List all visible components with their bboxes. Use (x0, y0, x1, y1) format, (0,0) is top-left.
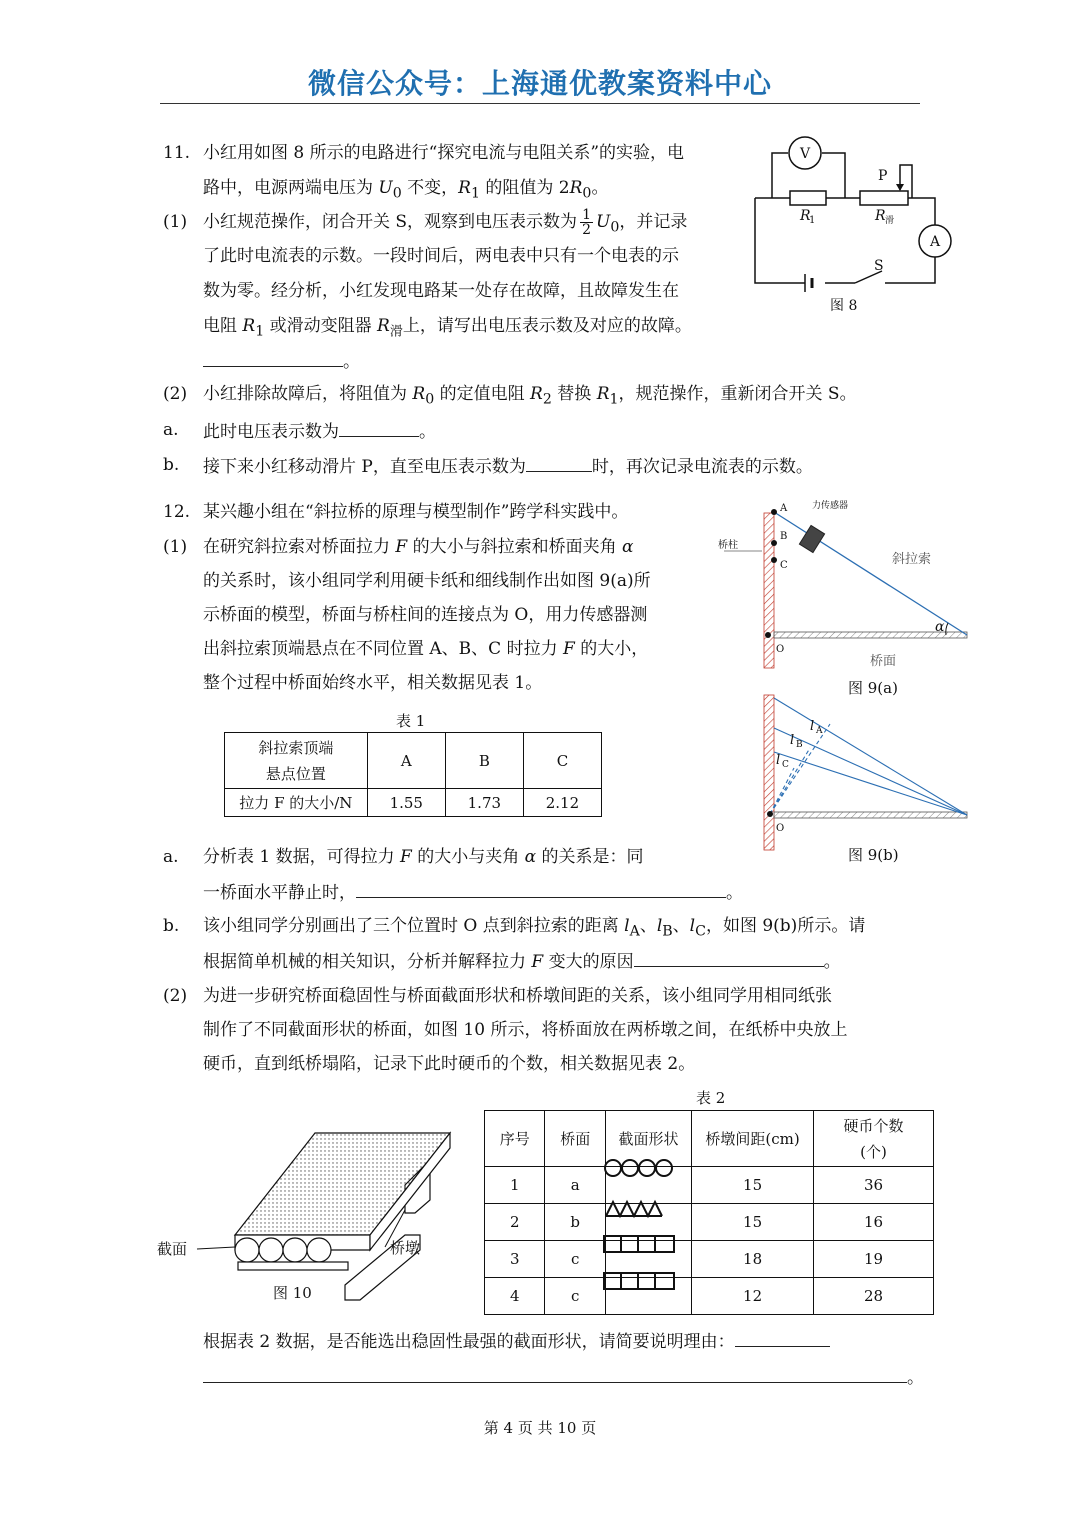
table-2 (484, 1110, 934, 1315)
rh-label: R (875, 208, 886, 224)
r1-sub: 1 (809, 215, 816, 226)
figure-10-caption: 图 10 (273, 1284, 312, 1302)
answer-blank[interactable] (356, 881, 726, 898)
q12-part1-label: (1) (163, 537, 188, 557)
figure-10-paper-bridge (155, 1125, 455, 1310)
q12-part1-line3: 示桥面的模型，桥面与桥柱间的连接点为 O，用力传感器测 (203, 605, 648, 625)
table2-cell: 3 (485, 1241, 545, 1278)
fraction-half: $\frac{1}{2}$ (582, 207, 591, 238)
page-header-title: 微信公众号：上海通优教案资料中心 (307, 67, 772, 100)
pier-label: 桥墩 (390, 1239, 421, 1257)
table2-cell: 28 (814, 1278, 934, 1315)
table2-header: 截面形状 (605, 1111, 691, 1167)
figure-8-circuit (750, 128, 970, 318)
q11-part1-line3: 数为零。经分析，小红发现电路某一处存在故障，且故障发生在 (203, 281, 679, 301)
bridge-pillar (764, 695, 774, 850)
q12-line1: 某兴趣小组在“斜拉桥的原理与模型制作”跨学科实践中。 (203, 502, 629, 522)
cross-section-shapes (598, 1150, 684, 1300)
q11-line2: 路中，电源两端电压为 $U_0$ 不变，$R_1$ 的阻值为 $2R_0$。 (203, 178, 609, 202)
r1-label: R (800, 208, 811, 224)
table1-caption: 表 1 (396, 712, 426, 730)
table-row (485, 1204, 934, 1241)
point-a-label: A (780, 503, 788, 514)
table2-header: 序号 (485, 1111, 545, 1167)
q11-line1: 小红用如图 8 所示的电路进行“探究电流与电阻关系”的实验，电 (203, 143, 685, 163)
table1-cell: B (445, 733, 523, 789)
q11-a-line: 此时电压表示数为 。 (203, 422, 436, 442)
bridge-deck (774, 812, 967, 818)
answer-blank[interactable] (526, 455, 592, 472)
la-sub: A (816, 726, 823, 736)
table2-cell: 15 (692, 1167, 814, 1204)
table-row (485, 1241, 934, 1278)
q11-b-label: b. (163, 455, 180, 475)
table-row (485, 1278, 934, 1315)
lb-sub: B (796, 740, 803, 750)
q12-final-line: 根据表 2 数据，是否能选出稳固性最强的截面形状，请简要说明理由： (203, 1330, 830, 1352)
bridge-pillar (764, 513, 774, 668)
table-row (485, 1167, 934, 1204)
q11-number: 11. (163, 143, 191, 163)
q12-part2-line1: 为进一步研究桥面稳固性与桥面截面形状和桥墩间距的关系，该小组同学用相同纸张 (203, 986, 832, 1006)
q12-part1-line4: 出斜拉索顶端悬点在不同位置 A、B、C 时拉力 F 的大小， (203, 639, 649, 659)
answer-blank[interactable] (339, 420, 419, 437)
table1-cell: 2.12 (523, 789, 601, 817)
sensor-label: 力传感器 (812, 501, 849, 511)
q11-part2-line1: 小红排除故障后，将阻值为 $R_0$ 的定值电阻 $R_2$ 替换 $R_1$，规范操作，重新闭合开关 S。 (203, 384, 857, 408)
q11-part1-line4: 电阻 $R_1$ 或滑动变阻器 $R_滑$上，请写出电压表示数及对应的故障。 (203, 316, 692, 340)
q12-b-line2: 根据简单机械的相关知识，分析并解释拉力 F 变大的原因 。 (203, 952, 841, 972)
q12-part2-line3: 硬币，直到纸桥塌陷，记录下此时硬币的个数，相关数据见表 2。 (203, 1054, 696, 1074)
answer-blank[interactable] (735, 1330, 830, 1347)
alpha-label: α (935, 619, 945, 635)
table2-cell: 4 (485, 1278, 545, 1315)
table1-cell: A (367, 733, 445, 789)
q11-part2-label: (2) (163, 384, 188, 404)
point-b-label: B (780, 531, 788, 542)
table2-cell: 36 (814, 1167, 934, 1204)
q11-b-line: 接下来小红移动滑片 P，直至电压表示数为 时，再次记录电流表的示数。 (203, 457, 813, 477)
q12-number: 12. (163, 502, 191, 522)
table2-cell: 16 (814, 1204, 934, 1241)
table2-header: 桥墩间距(cm) (692, 1111, 814, 1167)
q11-part1-label: (1) (163, 212, 188, 232)
cable-label: 斜拉索 (892, 552, 932, 567)
section-label: 截面 (157, 1240, 188, 1258)
q12-part1-line1: 在研究斜拉索对桥面拉力 F 的大小与斜拉索和桥面夹角 α (203, 537, 634, 557)
lc-sub: C (782, 760, 789, 770)
q12-part2-line2: 制作了不同截面形状的桥面，如图 10 所示，将桥面放在两桥墩之间，在纸桥中央放上 (203, 1020, 848, 1040)
page-number: 第 4 页 共 10 页 (483, 1419, 597, 1437)
q11-part1-line1: 小红规范操作，闭合开关 S，观察到电压表示数为 $\frac{1}{2}$ $U_0$，并记录 (203, 207, 688, 238)
q12-b-label: b. (163, 916, 180, 936)
table2-cell: c (545, 1278, 605, 1315)
table2-cell: 15 (692, 1204, 814, 1241)
answer-blank[interactable] (203, 1366, 907, 1383)
table1-row-header-force: 拉力 F 的大小/N (225, 789, 368, 817)
ammeter-label: A (930, 234, 941, 250)
force-sensor-icon (799, 525, 824, 552)
q11-part1-answer: 。 (203, 350, 360, 372)
answer-blank[interactable] (203, 350, 343, 367)
rh-sub: 滑 (885, 216, 895, 226)
table2-header-coins: 硬币个数 (个) (814, 1111, 934, 1167)
table2-caption: 表 2 (696, 1089, 726, 1107)
lc-label: l (776, 753, 781, 768)
answer-blank[interactable] (634, 950, 824, 967)
point-o-label: O (776, 823, 785, 834)
voltmeter-label: V (800, 146, 811, 162)
q12-b-line1: 该小组同学分别画出了三个位置时 O 点到斜拉索的距离 $l_A$、$l_B$、$l_C$，如图 9(b)所示。请 (203, 916, 866, 940)
pillar-label: 桥柱 (718, 540, 738, 551)
q12-a-line2: 一桥面水平静止时， 。 (203, 883, 743, 903)
figure-9b (710, 690, 975, 870)
figure-9b-caption: 图 9(b) (848, 846, 899, 864)
slider-label: P (878, 168, 888, 184)
table1-cell: 1.73 (445, 789, 523, 817)
table1-cell: C (523, 733, 601, 789)
table2-cell: 12 (692, 1278, 814, 1315)
figure-9a (710, 495, 975, 700)
table1-cell: 1.55 (367, 789, 445, 817)
rheostat (860, 191, 908, 205)
switch-label: S (874, 258, 884, 274)
q12-part1-line5: 整个过程中桥面始终水平，相关数据见表 1。 (203, 673, 543, 693)
point-o-label: O (776, 644, 785, 655)
q11-a-label: a. (163, 420, 179, 440)
q12-part1-line2: 的关系时，该小组同学利用硬卡纸和细线制作出如图 9(a)所 (203, 571, 651, 591)
figure-9a-caption: 图 9(a) (848, 679, 898, 697)
la-label: l (810, 719, 815, 734)
table2-cell: 2 (485, 1204, 545, 1241)
table2-cell: a (545, 1167, 605, 1204)
lb-label: l (790, 733, 795, 748)
point-c-label: C (780, 560, 788, 571)
stay-cable (774, 512, 967, 635)
q11-part1-line2: 了此时电流表的示数。一段时间后，两电表中只有一个电表的示 (203, 246, 679, 266)
table2-cell: 19 (814, 1241, 934, 1278)
table-1 (224, 732, 602, 817)
header-divider (160, 103, 920, 104)
table2-cell: 1 (485, 1167, 545, 1204)
deck-label: 桥面 (870, 654, 897, 669)
table2-header: 桥面 (545, 1111, 605, 1167)
table1-row-header-position: 斜拉索顶端 悬点位置 (225, 733, 368, 789)
q12-part2-label: (2) (163, 986, 188, 1006)
figure-8-caption: 图 8 (830, 298, 858, 314)
table2-cell: 18 (692, 1241, 814, 1278)
table2-cell: c (545, 1241, 605, 1278)
q12-a-line1: 分析表 1 数据，可得拉力 F 的大小与夹角 α 的关系是：同 (203, 847, 644, 867)
resistor-r1 (790, 191, 826, 205)
table2-cell: b (545, 1204, 605, 1241)
q12-a-label: a. (163, 847, 179, 867)
q12-final-blank-line: 。 (203, 1366, 924, 1388)
